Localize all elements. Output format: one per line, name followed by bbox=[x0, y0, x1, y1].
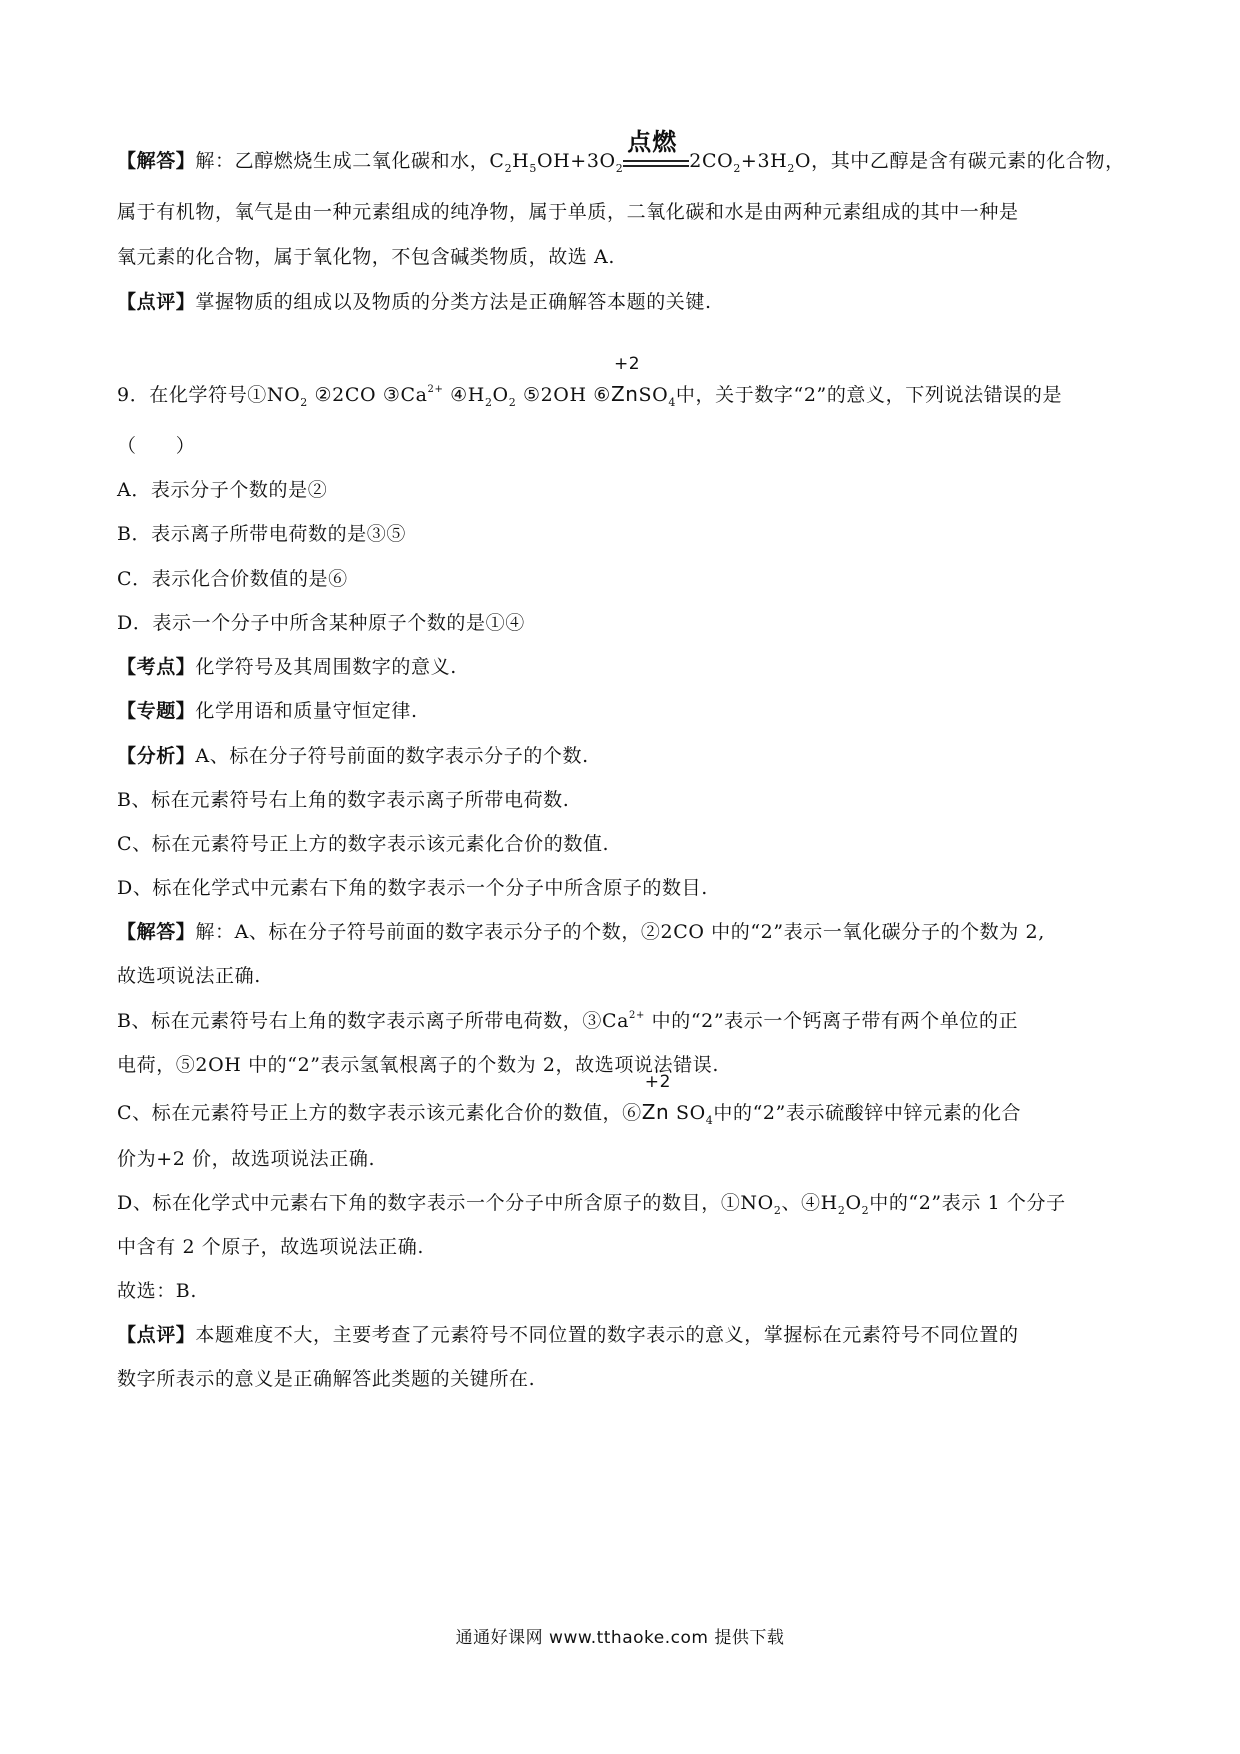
answer-line-a1: 【解答】解：A、标在分子符号前面的数字表示分子的个数，②2CO 中的“2”表示一氧化碳分子的个数为 2, bbox=[117, 921, 1045, 943]
reaction-arrow bbox=[623, 128, 689, 175]
option-b: B．表示离子所带电荷数的是③⑤ bbox=[117, 523, 406, 545]
comment-line-2: 数字所表示的意义是正确解答此类题的关键所在. bbox=[117, 1368, 536, 1390]
analysis-tag: 【分析】 bbox=[117, 745, 196, 767]
analysis-line-b: B、标在元素符号右上角的数字表示离子所带电荷数. bbox=[117, 789, 570, 811]
combustion-equation: $C_2H_5OH+3O_2$ 点燃 $2CO_2+3H_2O$ bbox=[489, 128, 812, 175]
answer-line-d2: 中含有 2 个原子，故选项说法正确. bbox=[117, 1236, 425, 1258]
prev-answer-line-1: 【解答】解：乙醇燃烧生成二氧化碳和水，$C_2H_5OH+3O_2$ 点燃 $2CO_2+3H_2O$，其中乙醇是含有碳元素的化合物， bbox=[117, 128, 1125, 175]
question-9-paren: （ ） bbox=[117, 435, 196, 457]
prev-comment: 【点评】掌握物质的组成以及物质的分类方法是正确解答本题的关键. bbox=[117, 291, 712, 313]
point-tag: 【考点】 bbox=[117, 656, 196, 678]
answer-line-c1: C、标在元素符号正上方的数字表示该元素化合价的数值，⑥ +2 Zn $SO_4$中的“2”表示硫酸锌中锌元素的化合 bbox=[117, 1072, 1022, 1127]
answer-choice: 故选：B. bbox=[117, 1280, 198, 1302]
footer-source: 通通好课网 www.tthaoke.com 提供下载 bbox=[455, 1628, 785, 1648]
prev-answer-line-3: 氧元素的化合物，属于氧化物，不包含碱类物质，故选 A. bbox=[117, 246, 616, 268]
analysis-line-c: C、标在元素符号正上方的数字表示该元素化合价的数值. bbox=[117, 833, 610, 855]
answer-line-d1: D、标在化学式中元素右下角的数字表示一个分子中所含原子的数目，$①NO_2$、$④H_2O_2$中的“2”表示 1 个分子 bbox=[117, 1192, 1066, 1217]
zn-valence-symbol: +2 Zn bbox=[610, 354, 641, 406]
comment-line-1: 【点评】本题难度不大，主要考查了元素符号不同位置的数字表示的意义，掌握标在元素符号不同位置的 bbox=[117, 1324, 1019, 1346]
answer-tag: 【解答】 bbox=[117, 921, 196, 943]
point-line: 【考点】化学符号及其周围数字的意义. bbox=[117, 656, 457, 678]
answer-line-b2: 电荷，⑤2OH 中的“2”表示氢氧根离子的个数为 2，故选项说法错误. bbox=[117, 1054, 719, 1076]
option-a: A．表示分子个数的是② bbox=[117, 479, 328, 501]
option-c: C．表示化合价数值的是⑥ bbox=[117, 568, 348, 590]
topic-tag: 【专题】 bbox=[117, 700, 196, 722]
answer-line-b1: B、标在元素符号右上角的数字表示离子所带电荷数，$③Ca^{2+}$ 中的“2”表示一个钙离子带有两个单位的正 bbox=[117, 1010, 1019, 1032]
answer-line-c2: 价为+2 价，故选项说法正确. bbox=[117, 1148, 376, 1170]
answer-line-a2: 故选项说法正确. bbox=[117, 965, 261, 987]
topic-line: 【专题】化学用语和质量守恒定律. bbox=[117, 700, 418, 722]
zn-valence-symbol: +2 Zn bbox=[641, 1072, 672, 1124]
prev-answer-line-2: 属于有机物，氧气是由一种元素组成的纯净物，属于单质，二氧化碳和水是由两种元素组成的其中一种是 bbox=[117, 201, 1019, 223]
comment-tag: 【点评】 bbox=[117, 291, 196, 313]
comment-tag: 【点评】 bbox=[117, 1324, 196, 1346]
option-d: D．表示一个分子中所含某种原子个数的是①④ bbox=[117, 612, 525, 634]
analysis-line-a: 【分析】A、标在分子符号前面的数字表示分子的个数. bbox=[117, 745, 589, 767]
reaction-condition: 点燃 bbox=[627, 128, 678, 156]
answer-tag: 【解答】 bbox=[117, 150, 196, 172]
question-9-stem: 9．在化学符号$①NO_2$ ②2CO $③Ca^{2+}$ $④H_2O_2$ ⑤2OH ⑥ +2 ZnSO$_4$中，关于数字“2”的意义，下列说法错误的是 bbox=[117, 354, 1063, 409]
analysis-line-d: D、标在化学式中元素右下角的数字表示一个分子中所含原子的数目. bbox=[117, 877, 708, 899]
